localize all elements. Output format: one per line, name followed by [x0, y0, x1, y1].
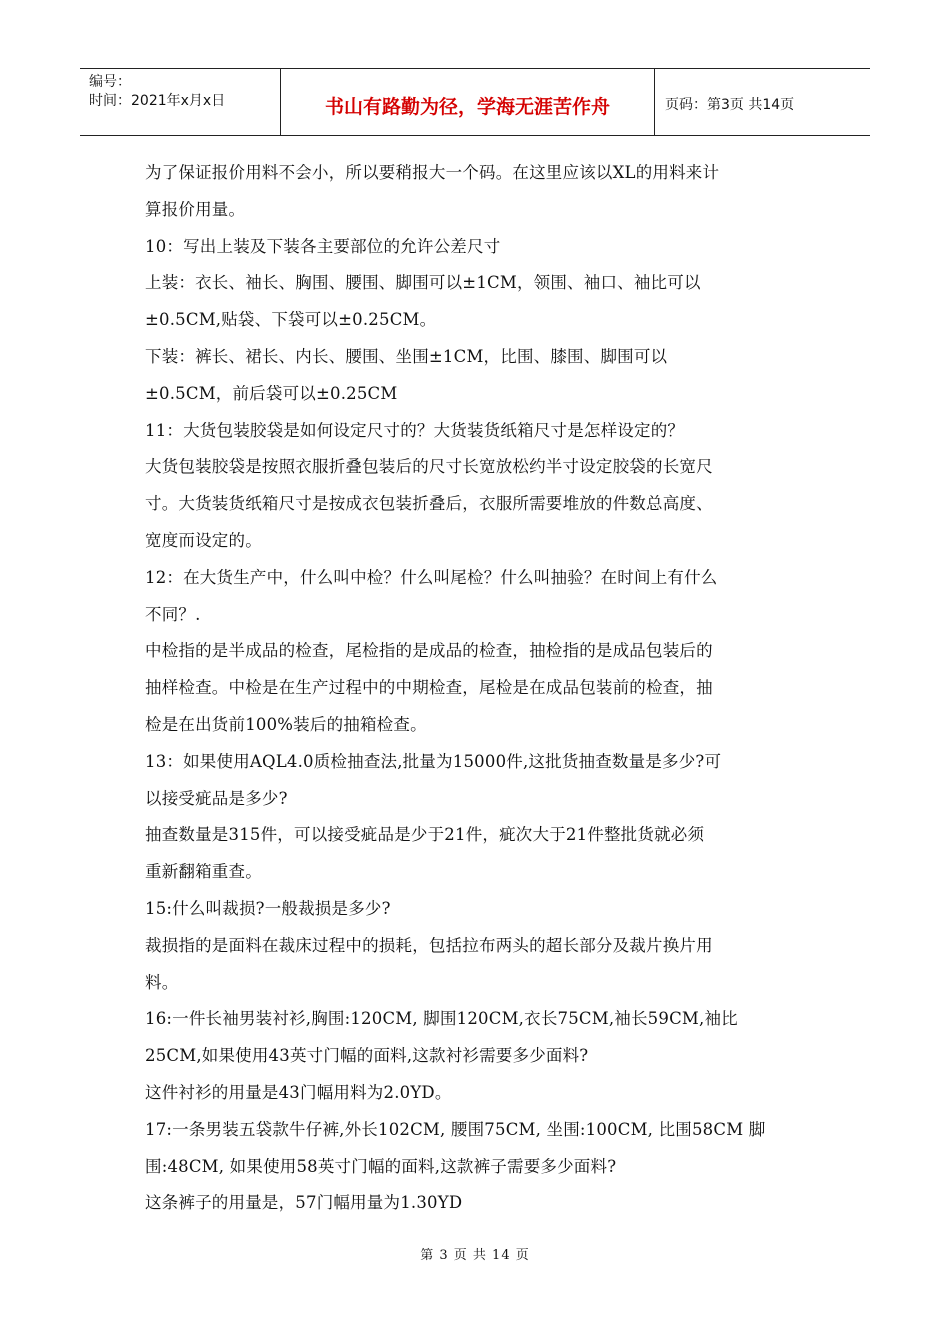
document-body: [145, 155, 815, 1222]
text-line: 12：在大货生产中，什么叫中检？什么叫尾检？什么叫抽验？在时间上有什么: [145, 567, 718, 587]
text-line: 料。: [145, 972, 179, 992]
time-label: 时间：2021年x月x日: [89, 93, 226, 109]
text-line: 上装：衣长、袖长、胸围、腰围、脚围可以±1CM，领围、袖口、袖比可以: [145, 273, 701, 293]
text-line: ±0.5CM,贴袋、下袋可以±0.25CM。: [145, 310, 437, 330]
page-footer: 第 3 页 共 14 页: [420, 1248, 530, 1263]
text-line: 算报价用量。: [145, 199, 246, 219]
text-line: 围:48CM, 如果使用58英寸门幅的面料,这款裤子需要多少面料?: [145, 1156, 617, 1176]
text-line: 16:一件长袖男装衬衫,胸围:120CM, 脚围120CM,衣长75CM,袖长59CM,袖比: [145, 1009, 738, 1029]
number-label: 编号：: [89, 74, 131, 90]
text-line: 15:什么叫裁损?一般裁损是多少?: [145, 898, 391, 918]
header-page-info: 页码：第3页 共14页: [665, 97, 795, 113]
text-line: 不同？.: [145, 604, 201, 624]
text-line: 寸。大货装货纸箱尺寸是按成衣包装折叠后，衣服所需要堆放的件数总高度、: [145, 494, 713, 514]
text-line: 检是在出货前100%装后的抽箱检查。: [145, 714, 427, 734]
text-line: 抽查数量是315件，可以接受疵品是少于21件，疵次大于21件整批货就必须: [145, 825, 705, 845]
header-meta: [80, 69, 281, 135]
page-header: [80, 68, 870, 136]
text-line: 25CM,如果使用43英寸门幅的面料,这款衬衫需要多少面料?: [145, 1046, 589, 1066]
text-line: 下装：裤长、裙长、内长、腰围、坐围±1CM，比围、膝围、脚围可以: [145, 346, 668, 366]
text-line: 裁损指的是面料在裁床过程中的损耗，包括拉布两头的超长部分及裁片换片用: [145, 935, 713, 955]
text-line: 中检指的是半成品的检查，尾检指的是成品的检查，抽检指的是成品包装后的: [145, 641, 713, 661]
text-line: 11：大货包装胶袋是如何设定尺寸的？大货装货纸箱尺寸是怎样设定的？: [145, 420, 685, 440]
text-line: 为了保证报价用料不会小，所以要稍报大一个码。在这里应该以XL的用料来计: [145, 163, 720, 182]
text-line: 大货包装胶袋是按照衣服折叠包装后的尺寸长宽放松约半寸设定胶袋的长宽尺: [145, 457, 713, 477]
text-line: 宽度而设定的。: [145, 530, 262, 550]
text-line: 这件衬衫的用量是43门幅用料为2.0YD。: [145, 1082, 452, 1102]
text-line: 13：如果使用AQL4.0质检抽查法,批量为15000件,这批货抽查数量是多少?可: [145, 751, 722, 771]
text-line: 10：写出上装及下装各主要部位的允许公差尺寸: [145, 236, 501, 256]
header-motto: 书山有路勤为径，学海无涯苦作舟: [281, 69, 655, 135]
text-line: 抽样检查。中检是在生产过程中的中期检查，尾检是在成品包装前的检查，抽: [145, 678, 713, 698]
text-line: 17:一条男装五袋款牛仔裤,外长102CM, 腰围75CM, 坐围:100CM, 比围58CM 脚: [145, 1119, 766, 1139]
text-line: 以接受疵品是多少?: [145, 788, 288, 808]
text-line: 这条裤子的用量是，57门幅用量为1.30YD: [145, 1193, 463, 1213]
text-line: ±0.5CM，前后袋可以±0.25CM: [145, 383, 398, 403]
text-line: 重新翻箱重查。: [145, 862, 262, 882]
